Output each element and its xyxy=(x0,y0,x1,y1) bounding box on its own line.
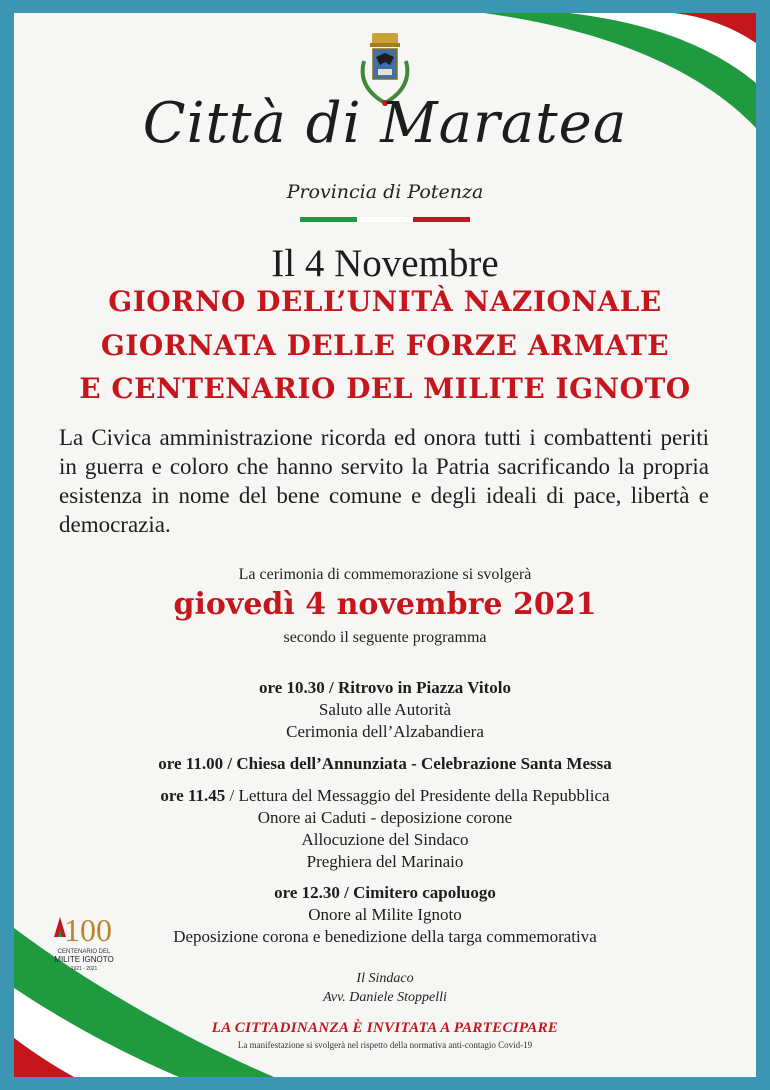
program-item-1030 xyxy=(14,677,756,699)
centenario-milite-ignoto-logo xyxy=(44,905,124,975)
province-subtitle: Provincia di Potenza xyxy=(286,181,484,203)
logo-number: 100 xyxy=(64,912,112,948)
program-title: / Chiesa dell’Annunziata - Celebrazione Santa Messa xyxy=(223,754,612,773)
intro-paragraph: La Civica amministrazione ricorda ed onora tutti i combattenti periti in guerra e coloro che hanno servito la Patria sacrificando la propria esistenza in nome del bene comune e degli ideali di pace, libertà e democrazia. xyxy=(59,425,709,537)
program-detail: Cerimonia dell’Alzabandiera xyxy=(286,722,484,741)
program-detail: Onore al Milite Ignoto xyxy=(308,905,462,924)
program-detail: Deposizione corona e benedizione della targa commemorativa xyxy=(173,927,597,946)
program-item-1230 xyxy=(14,882,756,904)
program-item-1100 xyxy=(14,753,756,775)
mayor-name: Avv. Daniele Stoppelli xyxy=(323,990,447,1005)
program-item-1145 xyxy=(14,785,756,807)
headline-line-3: E CENTENARIO DEL MILITE IGNOTO xyxy=(79,372,691,405)
program-time: ore 10.30 xyxy=(259,678,325,697)
ceremony-intro: La cerimonia di commemorazione si svolgerà xyxy=(238,566,532,583)
event-date: giovedì 4 novembre 2021 xyxy=(173,587,597,622)
logo-line-2: MILITE IGNOTO xyxy=(54,955,114,964)
poster xyxy=(14,13,756,1077)
program-detail: Saluto alle Autorità xyxy=(318,700,452,719)
program-time: ore 11.00 xyxy=(158,754,224,773)
program-title: / Cimitero capoluogo xyxy=(339,883,496,902)
mayor-title: Il Sindaco xyxy=(356,971,414,986)
program-title: / Lettura del Messaggio del Presidente della Repubblica xyxy=(225,786,610,805)
program-detail: Preghiera del Marinaio xyxy=(306,852,464,871)
logo-line-1: CENTENARIO DEL xyxy=(57,949,111,955)
logo-years: 1921 - 2021 xyxy=(70,966,98,972)
program-detail: Allocuzione del Sindaco xyxy=(301,830,469,849)
program-title: / Ritrovo in Piazza Vitolo xyxy=(324,678,511,697)
program-time: ore 12.30 xyxy=(274,883,340,902)
program-detail: Onore ai Caduti - deposizione corone xyxy=(257,808,513,827)
city-title: Città di Maratea xyxy=(142,91,628,156)
headline-line-2: GIORNATA DELLE FORZE ARMATE xyxy=(100,329,670,362)
headline-line-1: GIORNO DELL’UNITÀ NAZIONALE xyxy=(108,285,662,318)
date-heading: Il 4 Novembre xyxy=(271,242,499,285)
tricolor-divider xyxy=(300,217,470,222)
covid-note: La manifestazione si svolgerà nel rispetto della normativa anti-contagio Covid-19 xyxy=(237,1040,533,1050)
program-label: secondo il seguente programma xyxy=(283,629,487,646)
invitation-text: LA CITTADINANZA È INVITATA A PARTECIPARE xyxy=(211,1020,559,1036)
program-time: ore 11.45 xyxy=(160,786,226,805)
